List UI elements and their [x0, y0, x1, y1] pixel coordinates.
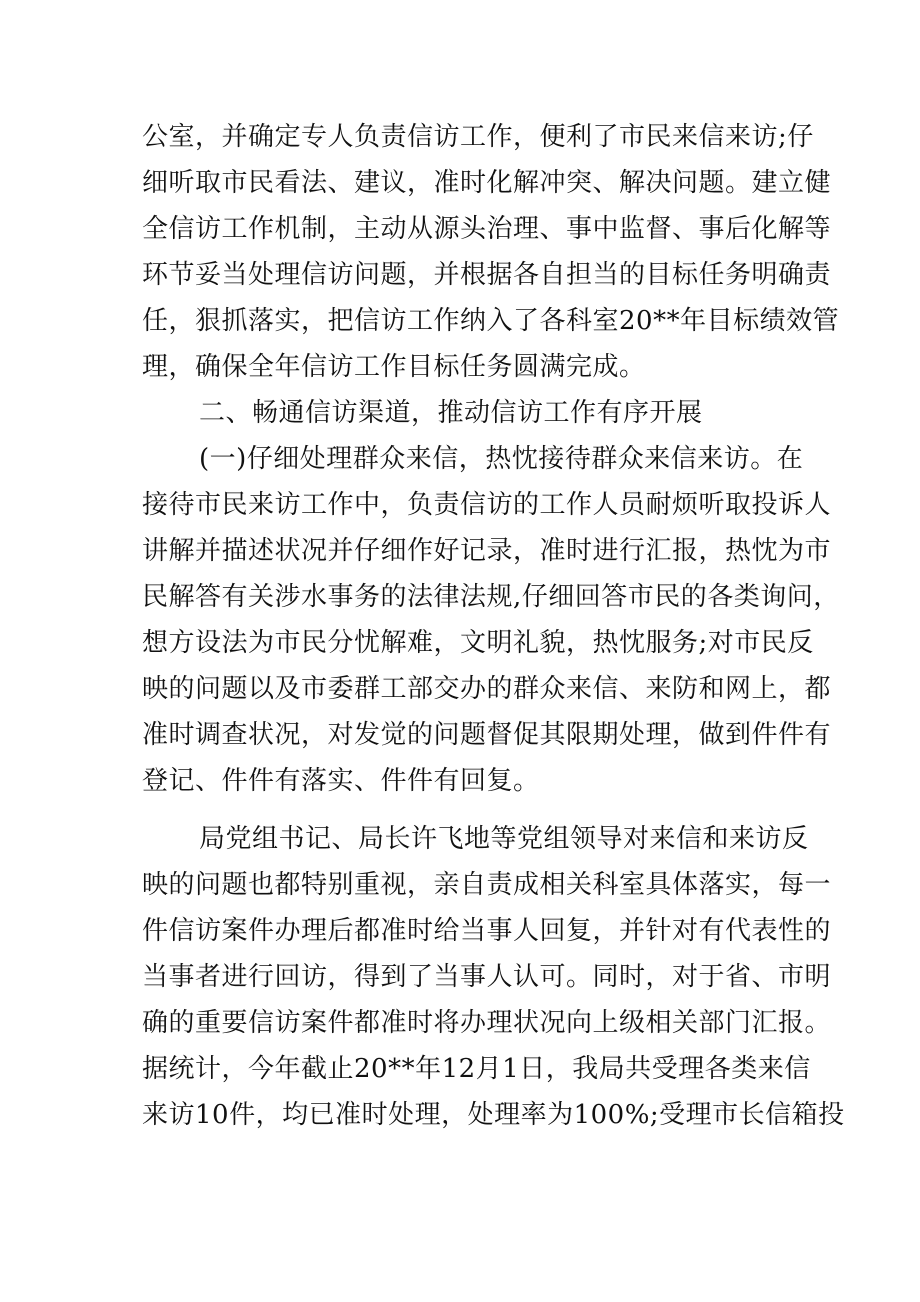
text-line: 公室，并确定专人负责信访工作，便利了市民来信来访;仔 [142, 122, 814, 152]
text-line: 细听取市民看法、建议，准时化解冲突、解决问题。建立健 [142, 168, 832, 198]
text-line: 来访10件，均已准时处理，处理率为100%;受理市长信箱投 [142, 1100, 845, 1130]
text-line: 任，狠抓落实，把信访工作纳入了各科室20**年目标绩效管 [142, 306, 840, 336]
text-line: (一)仔细处理群众来信，热忱接待群众来信来访。在 [199, 444, 804, 474]
text-line: 局党组书记、局长许飞地等党组领导对来信和来访反 [199, 824, 809, 854]
paragraph-3 [142, 816, 845, 1138]
document-body [142, 114, 845, 1138]
text-line: 件信访案件办理后都准时给当事人回复，并针对有代表性的 [142, 916, 832, 946]
text-line: 全信访工作机制，主动从源头治理、事中监督、事后化解等 [142, 214, 832, 244]
text-line: 想方设法为市民分忧解难，文明礼貌，热忱服务;对市民反 [142, 628, 814, 658]
heading-line: 二、畅通信访渠道，推动信访工作有序开展 [199, 398, 703, 428]
text-line: 准时调查状况，对发觉的问题督促其限期处理，做到件件有 [142, 720, 832, 750]
text-line: 接待市民来访工作中，负责信访的工作人员耐烦听取投诉人 [142, 490, 832, 520]
paragraph-2 [142, 436, 840, 804]
text-line: 讲解并描述状况并仔细作好记录，准时进行汇报，热忱为市 [142, 536, 832, 566]
text-line: 民解答有关涉水事务的法律法规,仔细回答市民的各类询问， [142, 582, 840, 612]
text-line: 登记、件件有落实、件件有回复。 [142, 766, 540, 796]
text-line: 环节妥当处理信访问题，并根据各自担当的目标任务明确责 [142, 260, 832, 290]
paragraph-1 [142, 114, 840, 390]
text-line: 映的问题也都特别重视，亲自责成相关科室具体落实，每一 [142, 870, 832, 900]
text-line: 映的问题以及市委群工部交办的群众来信、来防和网上，都 [142, 674, 832, 704]
text-line: 当事者进行回访，得到了当事人认可。同时，对于省、市明 [142, 962, 832, 992]
text-line: 确的重要信访案件都准时将办理状况向上级相关部门汇报。 [142, 1008, 832, 1038]
text-line: 理，确保全年信访工作目标任务圆满完成。 [142, 352, 646, 382]
section-heading [142, 390, 802, 436]
paragraph-spacer [142, 804, 802, 816]
text-line: 据统计，今年截止20**年12月1日，我局共受理各类来信 [142, 1054, 811, 1084]
